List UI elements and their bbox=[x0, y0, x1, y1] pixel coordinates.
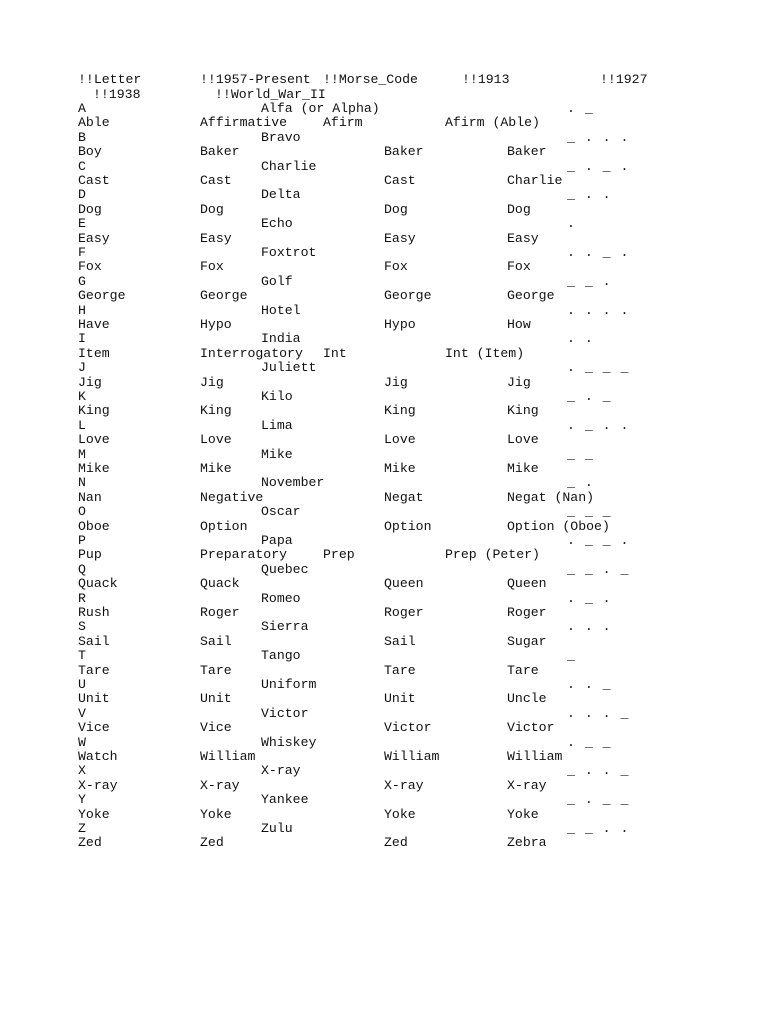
word-1938-cell: Dog bbox=[384, 202, 408, 217]
nato-word-cell: Zulu bbox=[261, 821, 293, 836]
nato-word-cell: Bravo bbox=[261, 130, 301, 145]
letter-cell: G bbox=[78, 274, 86, 289]
morse-code-cell: . . . _ bbox=[567, 706, 630, 721]
morse-code-cell: _ . _ bbox=[567, 389, 612, 404]
word-1913-cell: Zed bbox=[78, 835, 102, 850]
word-1927-cell: X-ray bbox=[200, 778, 240, 793]
row-letter-line bbox=[0, 360, 768, 375]
word-1938-cell: Queen bbox=[384, 576, 424, 591]
word-1938-cell: Love bbox=[384, 432, 416, 447]
letter-cell: K bbox=[78, 389, 86, 404]
word-1927-cell: Yoke bbox=[200, 807, 232, 822]
row-historic-line bbox=[0, 720, 768, 735]
word-1913-cell: Item bbox=[78, 346, 110, 361]
row-letter-line bbox=[0, 159, 768, 174]
letter-cell: Z bbox=[78, 821, 86, 836]
row-letter-line bbox=[0, 418, 768, 433]
word-1938-cell: Mike bbox=[384, 461, 416, 476]
word-1927-cell: Interrogatory bbox=[200, 346, 303, 361]
nato-word-cell: Romeo bbox=[261, 591, 301, 606]
word-ww2-cell: George bbox=[507, 288, 555, 303]
row-letter-line bbox=[0, 331, 768, 346]
word-1938-cell: Victor bbox=[384, 720, 432, 735]
word-1913-cell: Cast bbox=[78, 173, 110, 188]
word-1913-cell: King bbox=[78, 403, 110, 418]
word-ww2-cell: Yoke bbox=[507, 807, 539, 822]
row-historic-line bbox=[0, 778, 768, 793]
morse-code-cell: . . . . bbox=[567, 303, 630, 318]
row-historic-line bbox=[0, 317, 768, 332]
word-ww2-cell: Int (Item) bbox=[445, 346, 525, 361]
word-1913-cell: Able bbox=[78, 115, 110, 130]
morse-code-cell: . . . bbox=[567, 619, 612, 634]
word-ww2-cell: King bbox=[507, 403, 539, 418]
word-1913-cell: Rush bbox=[78, 605, 110, 620]
word-1927-cell: Vice bbox=[200, 720, 232, 735]
word-1938-cell: Int bbox=[323, 346, 347, 361]
nato-word-cell: November bbox=[261, 475, 325, 490]
row-letter-line bbox=[0, 187, 768, 202]
morse-code-cell: _ bbox=[567, 648, 576, 663]
word-1913-cell: Unit bbox=[78, 691, 110, 706]
word-1938-cell: X-ray bbox=[384, 778, 424, 793]
word-1927-cell: Cast bbox=[200, 173, 232, 188]
word-ww2-cell: Dog bbox=[507, 202, 531, 217]
row-letter-line bbox=[0, 648, 768, 663]
row-historic-line bbox=[0, 519, 768, 534]
word-1927-cell: Jig bbox=[200, 375, 224, 390]
word-ww2-cell: Mike bbox=[507, 461, 539, 476]
word-ww2-cell: Uncle bbox=[507, 691, 547, 706]
row-historic-line bbox=[0, 749, 768, 764]
header-1913: !!1913 bbox=[462, 72, 510, 87]
letter-cell: Q bbox=[78, 562, 86, 577]
word-1927-cell: Mike bbox=[200, 461, 232, 476]
word-ww2-cell: William bbox=[507, 749, 563, 764]
row-historic-line bbox=[0, 807, 768, 822]
letter-cell: Y bbox=[78, 792, 86, 807]
word-ww2-cell: Easy bbox=[507, 231, 539, 246]
row-letter-line bbox=[0, 735, 768, 750]
header-morse-code: !!Morse_Code bbox=[323, 72, 418, 87]
letter-cell: U bbox=[78, 677, 86, 692]
word-1913-cell: X-ray bbox=[78, 778, 118, 793]
word-1927-cell: Unit bbox=[200, 691, 232, 706]
word-1938-cell: Jig bbox=[384, 375, 408, 390]
row-letter-line bbox=[0, 677, 768, 692]
letter-cell: B bbox=[78, 130, 86, 145]
word-1927-cell: Dog bbox=[200, 202, 224, 217]
nato-word-cell: Kilo bbox=[261, 389, 293, 404]
row-historic-line bbox=[0, 663, 768, 678]
row-letter-line bbox=[0, 447, 768, 462]
row-historic-line bbox=[0, 144, 768, 159]
word-1913-cell: Fox bbox=[78, 259, 102, 274]
word-1938-cell: Tare bbox=[384, 663, 416, 678]
word-1927-cell: George bbox=[200, 288, 248, 303]
nato-word-cell: Victor bbox=[261, 706, 309, 721]
word-ww2-cell: Jig bbox=[507, 375, 531, 390]
word-ww2-cell: Charlie bbox=[507, 173, 563, 188]
nato-word-cell: Golf bbox=[261, 274, 293, 289]
morse-code-cell: _ . . _ bbox=[567, 763, 630, 778]
word-ww2-cell: Love bbox=[507, 432, 539, 447]
header-1957-present: !!1957-Present bbox=[200, 72, 311, 87]
letter-cell: E bbox=[78, 216, 86, 231]
header-world-war-ii: !!World_War_II bbox=[215, 87, 326, 102]
word-1927-cell: Zed bbox=[200, 835, 224, 850]
word-1938-cell: William bbox=[384, 749, 440, 764]
word-1927-cell: Tare bbox=[200, 663, 232, 678]
word-1938-cell: Zed bbox=[384, 835, 408, 850]
nato-word-cell: Oscar bbox=[261, 504, 301, 519]
row-letter-line bbox=[0, 303, 768, 318]
word-1927-cell: Roger bbox=[200, 605, 240, 620]
word-1927-cell: Easy bbox=[200, 231, 232, 246]
word-ww2-cell: Queen bbox=[507, 576, 547, 591]
word-ww2-cell: Fox bbox=[507, 259, 531, 274]
row-historic-line bbox=[0, 115, 768, 130]
word-1927-cell: Hypo bbox=[200, 317, 232, 332]
word-1927-cell: William bbox=[200, 749, 256, 764]
word-1938-cell: Easy bbox=[384, 231, 416, 246]
morse-code-cell: _ . _ _ bbox=[567, 792, 630, 807]
word-1913-cell: Have bbox=[78, 317, 110, 332]
word-ww2-cell: Afirm (Able) bbox=[445, 115, 540, 130]
row-historic-line bbox=[0, 576, 768, 591]
letter-cell: T bbox=[78, 648, 86, 663]
word-1938-cell: George bbox=[384, 288, 432, 303]
word-1938-cell: Cast bbox=[384, 173, 416, 188]
word-1938-cell: Prep bbox=[323, 547, 355, 562]
word-1938-cell: Roger bbox=[384, 605, 424, 620]
nato-word-cell: Mike bbox=[261, 447, 293, 462]
nato-word-cell: Delta bbox=[261, 187, 301, 202]
letter-cell: X bbox=[78, 763, 86, 778]
morse-code-cell: _ . . bbox=[567, 187, 612, 202]
letter-cell: O bbox=[78, 504, 86, 519]
word-1938-cell: Sail bbox=[384, 634, 416, 649]
letter-cell: J bbox=[78, 360, 86, 375]
morse-code-cell: _ . _ . bbox=[567, 159, 630, 174]
row-historic-line bbox=[0, 288, 768, 303]
nato-word-cell: X-ray bbox=[261, 763, 301, 778]
word-1927-cell: Quack bbox=[200, 576, 240, 591]
word-1927-cell: Option bbox=[200, 519, 248, 534]
morse-code-cell: . _ . . bbox=[567, 418, 630, 433]
letter-cell: I bbox=[78, 331, 86, 346]
word-1927-cell: Negative bbox=[200, 490, 264, 505]
header-1927: !!1927 bbox=[600, 72, 648, 87]
nato-word-cell: Quebec bbox=[261, 562, 309, 577]
row-historic-line bbox=[0, 835, 768, 850]
nato-word-cell: Uniform bbox=[261, 677, 317, 692]
row-letter-line bbox=[0, 706, 768, 721]
row-letter-line bbox=[0, 101, 768, 116]
header-line-1 bbox=[0, 72, 768, 87]
row-letter-line bbox=[0, 591, 768, 606]
letter-cell: V bbox=[78, 706, 86, 721]
word-ww2-cell: Sugar bbox=[507, 634, 547, 649]
word-1927-cell: Preparatory bbox=[200, 547, 288, 562]
letter-cell: R bbox=[78, 591, 86, 606]
letter-cell: F bbox=[78, 245, 86, 260]
letter-cell: S bbox=[78, 619, 86, 634]
word-1927-cell: Fox bbox=[200, 259, 224, 274]
word-ww2-cell: Tare bbox=[507, 663, 539, 678]
morse-code-cell: . _ _ bbox=[567, 735, 612, 750]
word-1927-cell: Sail bbox=[200, 634, 232, 649]
word-1927-cell: King bbox=[200, 403, 232, 418]
word-ww2-cell: Negat (Nan) bbox=[507, 490, 595, 505]
letter-cell: M bbox=[78, 447, 86, 462]
nato-word-cell: Juliett bbox=[261, 360, 317, 375]
row-historic-line bbox=[0, 634, 768, 649]
word-1938-cell: King bbox=[384, 403, 416, 418]
morse-code-cell: _ . . . bbox=[567, 130, 630, 145]
row-historic-line bbox=[0, 403, 768, 418]
letter-cell: W bbox=[78, 735, 86, 750]
morse-code-cell: . _ _ _ bbox=[567, 360, 630, 375]
morse-code-cell: _ _ . bbox=[567, 274, 612, 289]
word-1938-cell: Yoke bbox=[384, 807, 416, 822]
morse-code-cell: . _ bbox=[567, 101, 594, 116]
row-letter-line bbox=[0, 763, 768, 778]
nato-word-cell: Hotel bbox=[261, 303, 301, 318]
word-1913-cell: Love bbox=[78, 432, 110, 447]
nato-word-cell: Lima bbox=[261, 418, 293, 433]
letter-cell: C bbox=[78, 159, 86, 174]
word-1913-cell: Jig bbox=[78, 375, 102, 390]
word-1913-cell: Pup bbox=[78, 547, 102, 562]
row-letter-line bbox=[0, 562, 768, 577]
word-1913-cell: Boy bbox=[78, 144, 102, 159]
row-letter-line bbox=[0, 821, 768, 836]
nato-word-cell: Papa bbox=[261, 533, 293, 548]
row-historic-line bbox=[0, 432, 768, 447]
row-letter-line bbox=[0, 533, 768, 548]
word-1938-cell: Negat bbox=[384, 490, 424, 505]
word-1913-cell: Easy bbox=[78, 231, 110, 246]
row-letter-line bbox=[0, 216, 768, 231]
nato-word-cell: Yankee bbox=[261, 792, 309, 807]
letter-cell: H bbox=[78, 303, 86, 318]
word-1913-cell: Quack bbox=[78, 576, 118, 591]
nato-word-cell: India bbox=[261, 331, 301, 346]
word-1913-cell: George bbox=[78, 288, 126, 303]
row-letter-line bbox=[0, 389, 768, 404]
row-historic-line bbox=[0, 173, 768, 188]
word-1927-cell: Affirmative bbox=[200, 115, 288, 130]
row-letter-line bbox=[0, 504, 768, 519]
nato-word-cell: Whiskey bbox=[261, 735, 317, 750]
nato-word-cell: Tango bbox=[261, 648, 301, 663]
row-letter-line bbox=[0, 475, 768, 490]
word-1938-cell: Option bbox=[384, 519, 432, 534]
row-letter-line bbox=[0, 792, 768, 807]
word-1913-cell: Nan bbox=[78, 490, 102, 505]
word-ww2-cell: X-ray bbox=[507, 778, 547, 793]
word-ww2-cell: Victor bbox=[507, 720, 555, 735]
row-letter-line bbox=[0, 130, 768, 145]
word-1913-cell: Tare bbox=[78, 663, 110, 678]
row-historic-line bbox=[0, 490, 768, 505]
word-1938-cell: Hypo bbox=[384, 317, 416, 332]
word-1913-cell: Oboe bbox=[78, 519, 110, 534]
word-ww2-cell: Zebra bbox=[507, 835, 547, 850]
word-1913-cell: Mike bbox=[78, 461, 110, 476]
letter-cell: D bbox=[78, 187, 86, 202]
morse-code-cell: _ _ _ bbox=[567, 504, 612, 519]
row-historic-line bbox=[0, 605, 768, 620]
row-historic-line bbox=[0, 691, 768, 706]
letter-cell: L bbox=[78, 418, 86, 433]
row-historic-line bbox=[0, 547, 768, 562]
word-ww2-cell: Baker bbox=[507, 144, 547, 159]
word-1938-cell: Baker bbox=[384, 144, 424, 159]
morse-code-cell: . . bbox=[567, 331, 594, 346]
header-1938: !!1938 bbox=[93, 87, 141, 102]
letter-cell: P bbox=[78, 533, 86, 548]
morse-code-cell: . . _ . bbox=[567, 245, 630, 260]
word-1938-cell: Unit bbox=[384, 691, 416, 706]
row-letter-line bbox=[0, 619, 768, 634]
word-1913-cell: Yoke bbox=[78, 807, 110, 822]
word-1927-cell: Baker bbox=[200, 144, 240, 159]
nato-word-cell: Alfa (or Alpha) bbox=[261, 101, 380, 116]
morse-code-cell: _ _ . . bbox=[567, 821, 630, 836]
word-ww2-cell: Prep (Peter) bbox=[445, 547, 540, 562]
row-historic-line bbox=[0, 375, 768, 390]
row-historic-line bbox=[0, 259, 768, 274]
nato-word-cell: Echo bbox=[261, 216, 293, 231]
word-1938-cell: Afirm bbox=[323, 115, 363, 130]
word-1913-cell: Watch bbox=[78, 749, 118, 764]
row-letter-line bbox=[0, 245, 768, 260]
morse-code-cell: . _ . bbox=[567, 591, 612, 606]
nato-word-cell: Sierra bbox=[261, 619, 309, 634]
row-historic-line bbox=[0, 231, 768, 246]
letter-cell: A bbox=[78, 101, 86, 116]
word-1913-cell: Sail bbox=[78, 634, 110, 649]
header-letter: !!Letter bbox=[78, 72, 142, 87]
morse-code-cell: _ _ bbox=[567, 447, 594, 462]
morse-code-cell: _ _ . _ bbox=[567, 562, 630, 577]
row-historic-line bbox=[0, 461, 768, 476]
word-1927-cell: Love bbox=[200, 432, 232, 447]
word-1938-cell: Fox bbox=[384, 259, 408, 274]
nato-word-cell: Foxtrot bbox=[261, 245, 317, 260]
header-line-2 bbox=[0, 87, 768, 102]
word-ww2-cell: Option (Oboe) bbox=[507, 519, 610, 534]
row-letter-line bbox=[0, 274, 768, 289]
row-historic-line bbox=[0, 346, 768, 361]
morse-code-cell: _ . bbox=[567, 475, 594, 490]
row-historic-line bbox=[0, 202, 768, 217]
morse-code-cell: . _ _ . bbox=[567, 533, 630, 548]
word-ww2-cell: Roger bbox=[507, 605, 547, 620]
morse-code-cell: . bbox=[567, 216, 576, 231]
morse-code-cell: . . _ bbox=[567, 677, 612, 692]
word-ww2-cell: How bbox=[507, 317, 531, 332]
word-1913-cell: Dog bbox=[78, 202, 102, 217]
nato-word-cell: Charlie bbox=[261, 159, 317, 174]
letter-cell: N bbox=[78, 475, 86, 490]
word-1913-cell: Vice bbox=[78, 720, 110, 735]
